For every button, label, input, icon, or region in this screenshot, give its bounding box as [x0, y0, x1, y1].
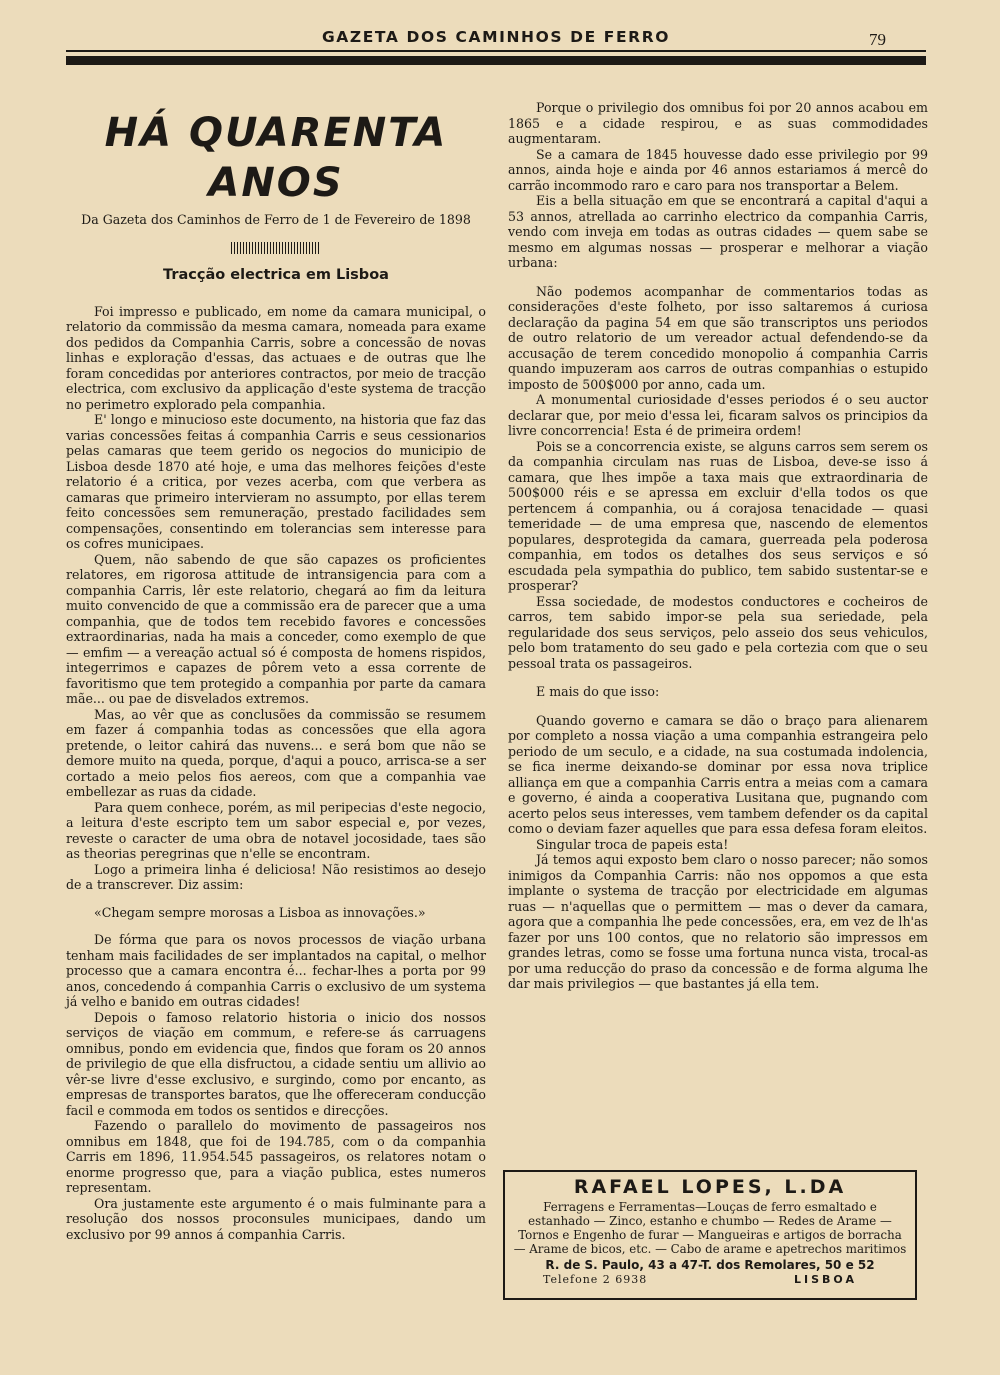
ornament-divider [231, 242, 321, 254]
right-column [508, 100, 928, 992]
paragraph: Já temos aqui exposto bem claro o nosso parecer; não somos inimigos da Companhia Carris: não nos oppomos a que esta implante o systema de tracção por electricidade em algumas ruas — n'aquellas que o permittem — mas o dever da camara, agora que a companhia lhe pede concessões, era, em vez de lh'as fazer por uns 100 contos, que no relatorio são impressos em grandes letras, como se fosse uma fortuna nunca vista, trocal-as por uma reducção do praso da concessão e de forma alguma lhe dar mais privilegios — que bastantes já ella tem. [508, 852, 928, 991]
paragraph: Foi impresso e publicado, em nome da camara municipal, o relatorio da commissão da mesma camara, nomeada para exame dos pedidos da Companhia Carris, sobre a concessão de novas linhas e exploração d'essas, das actuaes e de outras que lhe foram concedidas por anteriores contractos, por meio de tracção electrica, com exclusivo da applicação d'este systema de tracção no perimetro explorado pela companhia. [66, 303, 486, 412]
paragraph: E' longo e minucioso este documento, na historia que faz das varias concessões feitas á companhia Carris e seus cessionarios pelas camaras que teem gerido os negocios do municipio de Lisboa desde 1870 até hoje, e uma das melhores feições d'este relatorio é a critica, por vezes acerba, com que verbera as camaras que primeiro intervieram no assumpto, por ellas terem feito concessões sem remuneração, prestado facilidades sem compensações, consentindo em tolerancias sem interesse para os cofres municipaes. [66, 412, 486, 551]
publication-title: GAZETA DOS CAMINHOS DE FERRO [321, 28, 671, 46]
paragraph: E mais do que isso: [536, 684, 660, 699]
article-headline: HÁ QUARENTA ANOS [104, 110, 448, 206]
paragraph: Porque o privilegio dos omnibus foi por 20 annos acabou em 1865 e a cidade respirou, e as suas commodidades augmentaram. [508, 100, 928, 146]
paragraph: De fórma que para os novos processos de viação urbana tenham mais facilidades de ser implantados na capital, o melhor processo que a camara encontra é... fechar-lhes a porta por 99 anos, concedendo á companhia Carris o exclusivo de um systema já velho e banido em outras cidades! [66, 932, 486, 1009]
paragraph: A monumental curiosidade d'esses periodos é o seu auctor declarar que, por meio d'essa lei, ficaram salvos os principios da livre concorrencia! Esta é de primeira ordem! [508, 392, 928, 438]
paragraph: Ora justamente este argumento é o mais fulminante para a resolução dos nossos proconsules municipaes, dando um exclusivo por 99 annos á companhia Carris. [66, 1195, 486, 1242]
paragraph: Se a camara de 1845 houvesse dado esse privilegio por 99 annos, ainda hoje e ainda por 46 annos estariamos á mercê do carrão incommodo raro e caro para nos transportar a Belem. [508, 146, 928, 193]
paragraph: Pois se a concorrencia existe, se alguns carros sem serem os da companhia circulam nas ruas de Lisboa, deve-se isso á camara, que lhes impõe a taxa mais que extraordinaria de 500$000 réis e se apressa em excluir d'ella todos os que pertencem á companhia, ou á corajosa tenacidade — quasi temeridade — de uma empresa que, nascendo de elementos populares, desprotegida da camara, guerreada pela poderosa companhia, em todos os detalhes dos seus serviços e só escudada pela sympathia do publico, tem sabido sustentar-se e prosperar? [508, 438, 928, 593]
paragraph: Depois o famoso relatorio historia o inicio dos nossos serviços de viação em commum, e refere-se ás carruagens omnibus, pondo em evidencia que, findos que foram os 20 annos de privilegio de que ella disfructou, a cidade sentiu um allivio ao vêr-se livre d'esse exclusivo, e surgindo, como por encanto, as empresas de transportes baratos, que lhe offereceram conducção facil e commoda em todos os sentidos e direcções. [66, 1009, 486, 1118]
paragraph: Para quem conhece, porém, as mil peripecias d'este negocio, a leitura d'este escripto tem um sabor especial e, por vezes, reveste o caracter de uma obra de notavel jocosidade, taes são as theorias peregrinas que n'elle se encontram. [66, 799, 486, 861]
ad-telephone: Telefone 2 6938 [543, 1273, 648, 1286]
paragraph: Mas, ao vêr que as conclusões da commissão se resumem em fazer á companhia todas as concessões que ella agora pretende, o leitor cahirá das nuvens... e será bom que não se demore muito na queda, porque, d'aqui a pouco, arrisca-se a ser cortado a meio pelos fios aereos, com que a companhia vae embellezar as ruas da cidade. [66, 706, 486, 799]
paragraph: Eis a bella situação em que se encontrará a capital d'aqui a 53 annos, atrellada ao carrinho electrico da companhia Carris, vendo com inveja em todas as outras cidades — quem sabe se mesmo em algumas nossas — prosperar e melhorar a viação urbana: [508, 193, 928, 270]
ad-firm-name: RAFAEL LOPES, L.DA [573, 1176, 847, 1198]
page-number: 79 [869, 30, 886, 49]
header-rule-thin [66, 50, 926, 52]
left-column [66, 100, 486, 1242]
paragraph: Singular troca de papeis esta! [536, 836, 729, 852]
running-head [66, 26, 926, 52]
section-title: Tracção electrica em Lisboa [163, 267, 389, 283]
article-source-line: Da Gazeta dos Caminhos de Ferro de 1 de Fevereiro de 1898 [81, 212, 471, 227]
header-rule-thick [66, 56, 926, 65]
ad-footer [513, 1273, 907, 1287]
paragraph: Essa sociedade, de modestos conductores e cocheiros de carros, tem sabido impor-se pela sua seriedade, pela regularidade dos seus serviços, pelo asseio dos seus vehiculos, pelo bom tratamento do seu gado e pela cortezia com que o seu pessoal trata os passageiros. [508, 593, 928, 671]
paragraph: Logo a primeira linha é deliciosa! Não resistimos ao desejo de a transcrever. Diz assim: [66, 861, 486, 892]
paragraph: Quem, não sabendo de que são capazes os proficientes relatores, em rigorosa attitude de intransigencia para com a companhia Carris, lêr este relatorio, chegará ao fim da leitura muito convencido de que a commissão era de parecer que a uma companhia, que de todos tem recebido favores e concessões extraordinarias, nada ha mais a conceder, como exemplo de que — emfim — a vereação actual só é composta de homens rispidos, integerrimos e capazes de pôrem veto a essa corrente de favoritismo que tem protegido a companhia por parte da camara mãe... ou pae de disvelados extremos. [66, 551, 486, 706]
ad-city: LISBOA [794, 1273, 857, 1286]
advertisement-box [503, 1170, 917, 1300]
paragraph: Fazendo o parallelo do movimento de passageiros nos omnibus em 1848, que foi de 194.785, com o da companhia Carris em 1896, 11.954.545 passageiros, os relatores notam o enorme progresso que, para a viação publica, estes numeros representam. [66, 1118, 486, 1195]
ad-description: Ferragens e Ferramentas—Louças de ferro esmaltado e estanhado — Zinco, estanho e chumbo — Redes de Arame — Tornos e Engenho de furar — Mangueiras e artigos de borracha — Arame de bicos, etc. — Cabo de arame e apetrechos maritimos [513, 1200, 907, 1256]
quotation: «Chegam sempre morosas a Lisboa as innovações.» [94, 904, 426, 920]
paragraph: Não podemos acompanhar de commentarios todas as considerações d'este folheto, por isso saltaremos á curiosa declaração da pagina 54 em que são transcriptos uns periodos de outro relatorio de um vereador actual defendendo-se da accusação de terem concedido monopolio á companhia Carris quando impuzeram aos carros de outras companhias o estupido imposto de 500$000 por anno, cada um. [508, 283, 928, 392]
paragraph: Quando governo e camara se dão o braço para alienarem por completo a nossa viação a uma companhia estrangeira pelo periodo de um seculo, e a cidade, na sua costumada indolencia, se fica inerme deixando-se dominar por essa nova triplice alliança em que a companhia Carris entra a meias com a camara e governo, é ainda a cooperativa Lusitana que, pugnando com acerto pelos seus interesses, vem tambem defender os da capital como o deviam fazer aquelles que para essa defesa foram eleitos. [508, 712, 928, 836]
ad-address: R. de S. Paulo, 43 a 47-T. dos Remolares, 50 e 52 [545, 1258, 875, 1272]
